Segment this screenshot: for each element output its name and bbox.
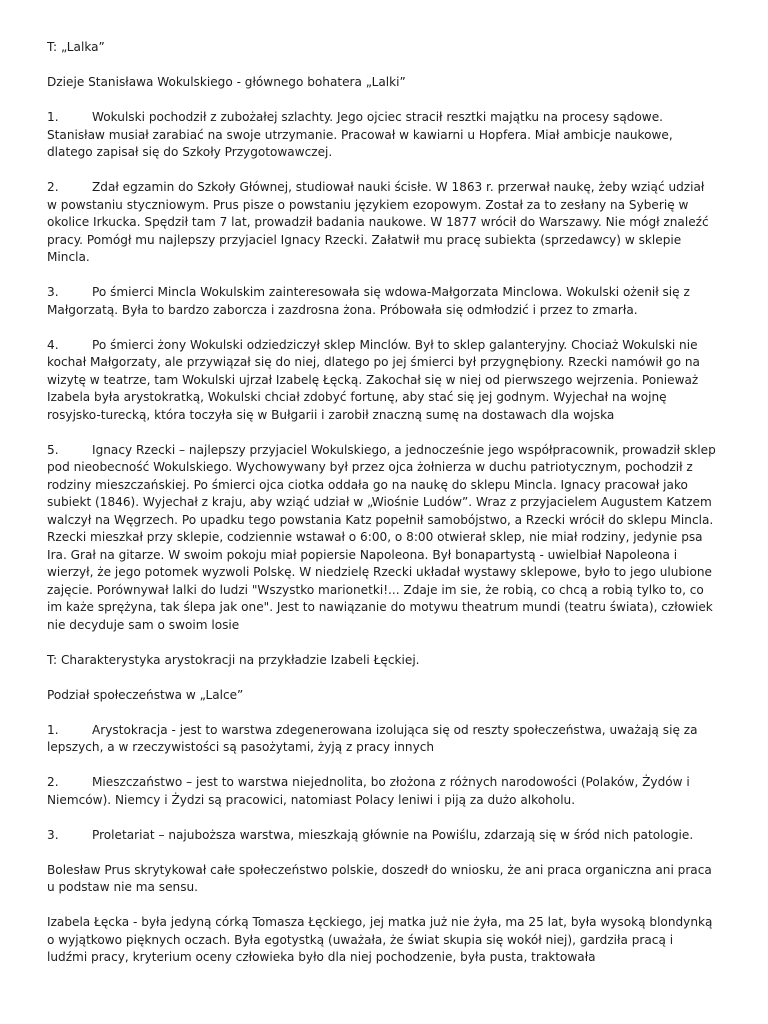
subtitle: Dzieje Stanisława Wokulskiego - głównego bohatera „Lalki” <box>47 75 406 89</box>
list-item <box>47 774 716 809</box>
list-item <box>47 179 716 267</box>
item-number: 1. <box>47 110 59 124</box>
item-text: Po śmierci Mincla Wokulskim zainteresowała się wdowa-Małgorzata Minclowa. Wokulski ożenił się z Małgorzatą. Była to bardzo zaborcza i zazdrosna żona. Próbowała się odmłodzić i przez to zmarła. <box>47 285 690 317</box>
item-text: Ignacy Rzecki – najlepszy przyjaciel Wokulskiego, a jednocześnie jego współpracownik, prowadził sklep pod nieobecność Wokulskiego. Wychowywany był przez ojca żołnierza w duchu patriotycznym, pochodził z rodziny mieszczańskiej. Po śmierci ojca ciotka oddała go na naukę do sklepu Mincla. Ignacy pracował jako subiekt (1846). Wyjechał z kraju, aby wziąć udział w „Wiośnie Ludów”. Wraz z przyjacielem Augustem Katzem walczył na Węgrzech. Po upadku tego powstania Katz popełnił samobójstwo, a Rzecki wrócił do sklepu Mincla. Rzecki mieszkał przy sklepie, codziennie wstawał o 6:00, o 8:00 otwierał sklep, nie miał rodziny, jedynie psa Ira. Grał na gitarze. W swoim pokoju miał popiersie Napoleona. Był bonapartystą - uwielbiał Napoleona i wierzył, że jego potomek wyzwoli Polskę. W niedzielę Rzecki układał wystawy sklepowe, było to jego ulubione zajęcie. Porównywał lalki do ludzi "Wszystko marionetki!... Zdaje im sie, że robią, co chcą a robią tylko to, co im każe sprężyna, tak ślepa jak one". Jest to nawiązanie do motywu theatrum mundi (teatru świata), człowiek nie decyduje sam o swoim losie <box>47 442 716 632</box>
list-item <box>47 722 716 757</box>
izabela-paragraph: Izabela Łęcka - była jedyną córką Tomasza Łęckiego, jej matka już nie żyła, ma 25 lat, była wysoką blondynką o wyjątkowo pięknych oczach. Była egotystką (uważała, że świat skupia się wokół niej), gardziła pracą i ludźmi pracy, kryterium oceny człowieka było dla niej pochodzenie, była pusta, traktowała <box>47 915 713 964</box>
list-item <box>47 284 716 319</box>
topic-heading: T: Charakterystyka arystokracji na przykładzie Izabeli Łęckiej. <box>47 652 420 667</box>
list-item <box>47 109 716 162</box>
item-text: Wokulski pochodził z zubożałej szlachty. Jego ojciec stracił resztki majątku na procesy sądowe. Stanisław musiał zarabiać na swoje utrzymanie. Pracował w kawiarni u Hopfera. Miał ambicje naukowe, dlatego zapisał się do Szkoły Przygotowawczej. <box>47 110 673 159</box>
item-text: Mieszczaństwo – jest to warstwa niejednolita, bo złożona z różnych narodowości (Polaków, Żydów i Niemców). Niemcy i Żydzi są pracowici, natomiast Polacy leniwi i piją za dużo alkoholu. <box>47 775 690 807</box>
item-number: 2. <box>47 775 59 789</box>
item-number: 2. <box>47 180 59 194</box>
item-text: Po śmierci żony Wokulski odziedziczył sklep Minclów. Był to sklep galanteryjny. Chociaż Wokulski nie kochał Małgorzaty, ale przywiązał się do niej, dlatego po jej śmierci był przygnębiony. Rzecki namówił go na wizytę w teatrze, tam Wokulski ujrzał Izabelę Łęcką. Zakochał się w niej od pierwszego wejrzenia. Ponieważ Izabela była arystokratką, Wokulski chciał zdobyć fortunę, aby stać się jej godnym. Wyjechał na wojnę rosyjsko-turecką, która toczyła się w Bułgarii i zarobił znaczną sumę na dostawach dla wojska <box>47 337 700 422</box>
item-text: Arystokracja - jest to warstwa zdegenerowana izolująca się od reszty społeczeństwa, uważają się za lepszych, a w rzeczywistości są pasożytami, żyją z pracy innych <box>47 722 698 754</box>
item-text: Proletariat – najuboższa warstwa, mieszkają głównie na Powiślu, zdarzają się w śród nich patologie. <box>92 827 694 842</box>
list-item <box>47 827 716 845</box>
subtitle: Podział społeczeństwa w „Lalce” <box>47 687 244 702</box>
list-item <box>47 442 716 635</box>
item-number: 3. <box>47 285 59 299</box>
item-number: 5. <box>47 442 59 457</box>
item-number: 1. <box>47 722 59 737</box>
item-text: Zdał egzamin do Szkoły Głównej, studiował nauki ścisłe. W 1863 r. przerwał naukę, żeby wziąć udział w powstaniu styczniowym. Prus pisze o powstaniu językiem ezopowym. Został za to zesłany na Syberię w okolice Irkucka. Spędził tam 7 lat, prowadził badania naukowe. W 1877 wrócił do Warszawy. Nie mógł znaleźć pracy. Pomógł mu najlepszy przyjaciel Ignacy Rzecki. Załatwił mu pracę subiekta (sprzedawcy) w sklepie Mincla. <box>47 180 709 264</box>
list-item <box>47 337 716 425</box>
conclusion-paragraph: Bolesław Prus skrytykował całe społeczeństwo polskie, doszedł do wniosku, że ani praca organiczna ani praca u podstaw nie ma sensu. <box>47 862 712 894</box>
item-number: 4. <box>47 337 59 352</box>
item-number: 3. <box>47 827 59 842</box>
topic-heading: T: „Lalka” <box>47 40 105 54</box>
